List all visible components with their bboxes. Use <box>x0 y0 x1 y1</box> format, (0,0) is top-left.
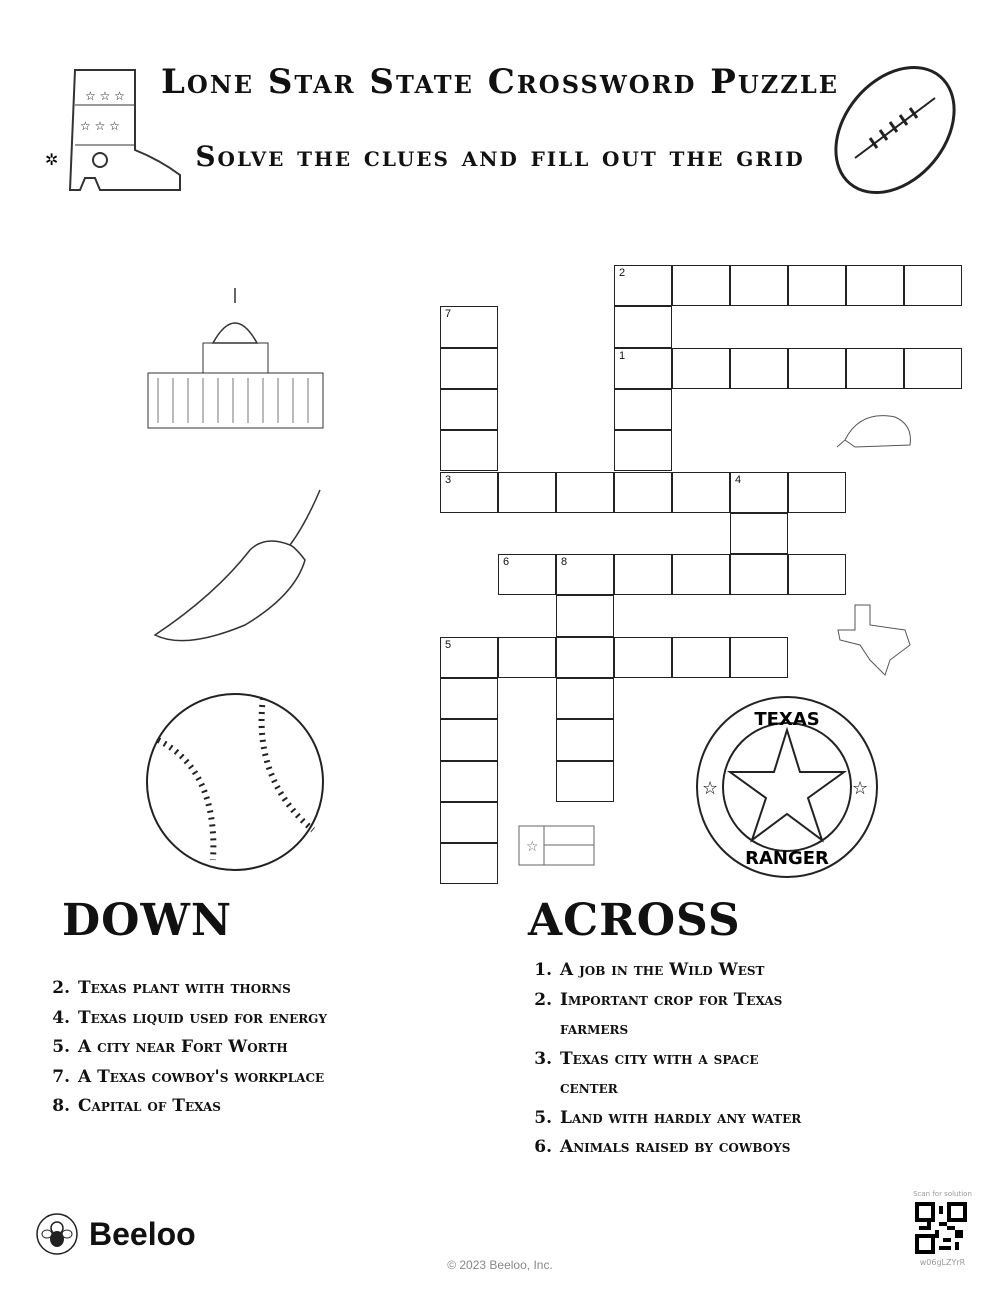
qr-code[interactable] <box>915 1202 967 1254</box>
crossword-cell[interactable] <box>904 265 962 306</box>
crossword-cell[interactable] <box>440 678 498 719</box>
baseball-illustration <box>143 690 328 875</box>
svg-text:✲: ✲ <box>45 150 59 169</box>
chili-pepper-illustration <box>145 485 330 670</box>
scan-label: Scan for solution <box>913 1190 972 1198</box>
crossword-cell[interactable] <box>788 472 846 513</box>
solution-code: w06gLZYrR <box>919 1258 966 1267</box>
football-illustration <box>815 58 975 203</box>
down-clue: 8. Capital of Texas <box>52 1096 221 1116</box>
across-clue: 2. Important crop for Texas farmers <box>534 989 783 1039</box>
svg-text:☆: ☆ <box>702 778 719 799</box>
down-clue: 2. Texas plant with thorns <box>52 978 291 998</box>
copyright: © 2023 Beeloo, Inc. <box>447 1258 553 1272</box>
crossword-cell[interactable] <box>440 637 498 678</box>
crossword-cell[interactable] <box>672 637 730 678</box>
page-subtitle: Solve the clues and fill out the grid <box>195 140 805 173</box>
crossword-cell[interactable] <box>614 306 672 347</box>
crossword-cell[interactable] <box>440 802 498 843</box>
cowboy-boot-illustration <box>40 60 190 200</box>
crossword-cell[interactable] <box>788 554 846 595</box>
clue-number: 4 <box>735 473 742 486</box>
crossword-cell[interactable] <box>672 348 730 389</box>
crossword-cell[interactable] <box>614 348 672 389</box>
crossword-cell[interactable] <box>440 719 498 760</box>
capitol-building-illustration <box>143 288 328 433</box>
crossword-cell[interactable] <box>556 472 614 513</box>
crossword-cell[interactable] <box>556 595 614 636</box>
crossword-cell[interactable] <box>440 430 498 471</box>
across-clue: 1. A job in the Wild West <box>534 960 765 980</box>
across-clue: 6. Animals raised by cowboys <box>534 1137 791 1157</box>
crossword-cell[interactable] <box>614 389 672 430</box>
crossword-cell[interactable] <box>730 637 788 678</box>
crossword-cell[interactable] <box>556 637 614 678</box>
page-title: Lone Star State Crossword Puzzle <box>161 62 839 102</box>
texas-ranger-badge-illustration <box>692 692 882 882</box>
svg-text:☆ ☆ ☆: ☆ ☆ ☆ <box>85 89 125 103</box>
crossword-cell[interactable] <box>498 554 556 595</box>
across-clue: 5. Land with hardly any water <box>534 1107 802 1128</box>
crossword-cell[interactable] <box>614 637 672 678</box>
crossword-cell[interactable] <box>788 348 846 389</box>
crossword-cell[interactable] <box>440 472 498 513</box>
crossword-cell[interactable] <box>440 389 498 430</box>
crossword-cell[interactable] <box>614 430 672 471</box>
crossword-cell[interactable] <box>614 554 672 595</box>
crossword-cell[interactable] <box>440 761 498 802</box>
badge-bottom-text: RANGER <box>745 848 829 869</box>
crossword-cell[interactable] <box>498 637 556 678</box>
armadillo-illustration <box>835 405 920 460</box>
clue-number: 2 <box>619 267 626 279</box>
crossword-cell[interactable] <box>498 472 556 513</box>
texas-flag-illustration <box>518 825 596 867</box>
svg-text:☆ ☆ ☆: ☆ ☆ ☆ <box>80 119 120 133</box>
crossword-cell[interactable] <box>730 554 788 595</box>
crossword-cell[interactable] <box>614 472 672 513</box>
clue-number: 8 <box>561 556 568 569</box>
crossword-cell[interactable] <box>788 265 846 306</box>
crossword-cell[interactable] <box>672 554 730 595</box>
down-clue: 7. A Texas cowboy's workplace <box>52 1066 325 1087</box>
crossword-cell[interactable] <box>556 719 614 760</box>
down-clues <box>40 974 398 1122</box>
down-heading: DOWN <box>62 895 233 946</box>
brand-name: Beeloo <box>89 1215 196 1252</box>
crossword-cell[interactable] <box>556 678 614 719</box>
crossword-cell[interactable] <box>730 472 788 513</box>
bee-icon <box>35 1212 79 1256</box>
crossword-cell[interactable] <box>730 513 788 554</box>
crossword-cell[interactable] <box>730 348 788 389</box>
crossword-cell[interactable] <box>440 306 498 347</box>
badge-top-text: TEXAS <box>754 709 820 730</box>
crossword-cell[interactable] <box>440 843 498 884</box>
clue-number: 1 <box>619 349 626 362</box>
across-clue: 3. Texas city with a space center <box>534 1048 759 1098</box>
across-clues <box>522 956 810 1163</box>
crossword-cell[interactable] <box>672 265 730 306</box>
crossword-cell[interactable] <box>440 348 498 389</box>
down-clue: 5. A city near Fort Worth <box>52 1037 288 1057</box>
down-clue: 4. Texas liquid used for energy <box>52 1007 327 1028</box>
clue-number: 5 <box>445 638 452 651</box>
svg-text:☆: ☆ <box>526 839 539 855</box>
crossword-cell[interactable] <box>556 761 614 802</box>
crossword-cell[interactable] <box>846 348 904 389</box>
across-heading: ACROSS <box>528 895 741 946</box>
crossword-cell[interactable] <box>846 265 904 306</box>
svg-text:☆: ☆ <box>852 778 869 799</box>
crossword-cell[interactable] <box>904 348 962 389</box>
crossword-cell[interactable] <box>730 265 788 306</box>
clue-number: 7 <box>445 308 452 321</box>
beeloo-logo <box>35 1212 196 1256</box>
texas-map-illustration <box>835 600 920 680</box>
crossword-cell[interactable] <box>672 472 730 513</box>
crossword-cell[interactable] <box>614 265 672 306</box>
clue-number: 6 <box>503 556 510 569</box>
crossword-cell[interactable] <box>556 554 614 595</box>
clue-number: 3 <box>445 473 452 486</box>
